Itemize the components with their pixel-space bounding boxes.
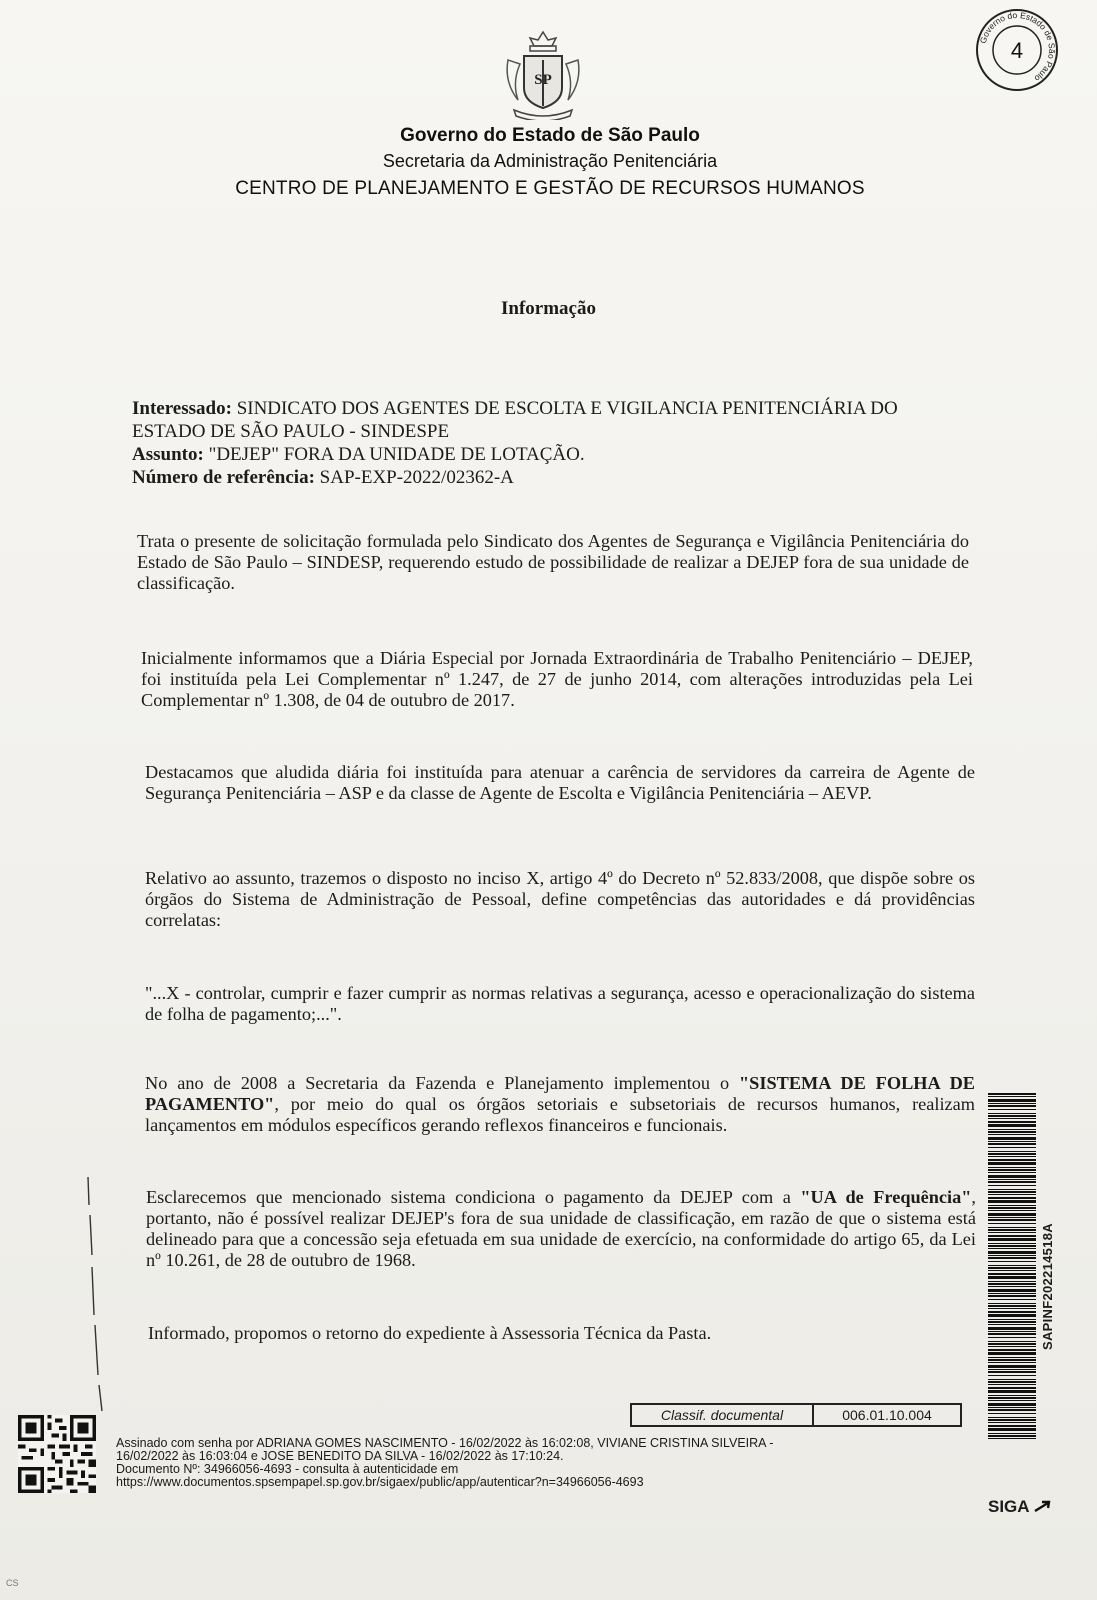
government-title: Governo do Estado de São Paulo: [400, 125, 700, 146]
sao-paulo-coat-of-arms-icon: [500, 30, 586, 120]
signature-line-2: 16/02/2022 às 16:03:04 e JOSE BENEDITO DA SILVA - 16/02/2022 às 17:10:24.: [116, 1449, 564, 1463]
crest-letters: SP: [534, 72, 552, 88]
margin-pen-mark: [86, 1175, 106, 1415]
secretariat-title: Secretaria da Administração Penitenciária: [382, 151, 718, 171]
paragraph-payroll-system: [145, 1073, 975, 1136]
paragraph-decree: Relativo ao assunto, trazemos o disposto no inciso X, artigo 4º do Decreto nº 52.833/2008, que dispõe sobre os órgãos do Sistema de Administração de Pessoal, define competências das autoridades e dá providências correlatas:: [145, 868, 975, 930]
p6-system-name: "SISTEMA DE FOLHA DE PAGAMENTO": [145, 1073, 975, 1114]
p7-ua-frequencia: "UA de Frequência": [800, 1187, 972, 1207]
arrow-icon: [1034, 1500, 1052, 1512]
assunto-label: Assunto:: [132, 444, 204, 465]
classification-value: 006.01.10.004: [842, 1407, 932, 1423]
paragraph-quote: "...X - controlar, cumprir e fazer cumprir as normas relativas a segurança, acesso e operacionalização do sistema de folha de pagamento;...".: [145, 983, 975, 1024]
document-title: Informação: [501, 298, 596, 319]
classification-label: Classif. documental: [632, 1405, 814, 1425]
paragraph-legislation: Inicialmente informamos que a Diária Especial por Jornada Extraordinária de Trabalho Penitenciário – DEJEP, foi instituída pela Lei Complementar nº 1.247, de 27 de junho 2014, com alterações introduzidas pela Lei Complementar nº 1.308, de 04 de outubro de 2017.: [141, 648, 973, 710]
center-title: CENTRO DE PLANEJAMENTO E GESTÃO DE RECURSOS HUMANOS: [235, 178, 865, 199]
barcode-id: SAPINF202214518A: [1040, 1223, 1055, 1350]
paragraph-conclusion: Informado, propomos o retorno do expediente à Assessoria Técnica da Pasta.: [148, 1323, 712, 1343]
signature-block: [116, 1437, 916, 1489]
paragraph-purpose: Destacamos que aludida diária foi instituída para atenuar a carência de servidores da carreira de Agente de Segurança Penitenciária – ASP e da classe de Agente de Escolta e Vigilância Penitenciária – AEVP.: [145, 762, 975, 803]
p7-text-before: Esclarecemos que mencionado sistema condiciona o pagamento da DEJEP com a: [146, 1187, 801, 1207]
p6-text-before: No ano de 2008 a Secretaria da Fazenda e Planejamento implementou o: [145, 1073, 740, 1093]
stamp-ring-text: Governo do Estado de São Paulo: [977, 9, 1058, 84]
barcode-icon: [988, 1093, 1036, 1439]
qr-code-icon: [18, 1415, 96, 1493]
paragraph-request: Trata o presente de solicitação formulada pelo Sindicato dos Agentes de Segurança e Vigilância Penitenciária do Estado de São Paulo – SINDESP, requerendo estudo de possibilidade de realizar a DEJEP fora de sua unidade de classificação.: [137, 531, 969, 593]
signature-authentication-url[interactable]: https://www.documentos.spsempapel.sp.gov.br/sigaex/public/app/autenticar?n=34966056-4693: [116, 1475, 644, 1489]
referencia-label: Número de referência:: [132, 467, 315, 488]
p6-text-after: , por meio do qual os órgãos setoriais e subsetoriais de recursos humanos, realizam lançamentos em módulos específicos gerando reflexos financeiros e funcionais.: [145, 1094, 975, 1135]
page-number-stamp: [973, 6, 1061, 94]
interessado-label: Interessado:: [132, 398, 232, 419]
p7-text-after: , portanto, não é possível realizar DEJEP's fora de sua unidade de classificação, em razão de que o sistema está delineado para que a concessão seja efetuada em sua unidade de exercício, na conformidade do artigo 65, da Lei nº 10.261, de 28 de outubro de 1968.: [146, 1187, 976, 1270]
interessado-value: SINDICATO DOS AGENTES DE ESCOLTA E VIGILANCIA PENITENCIÁRIA DO ESTADO DE SÃO PAULO - SINDESPE: [132, 398, 898, 442]
assunto-value: "DEJEP" FORA DA UNIDADE DE LOTAÇÃO.: [208, 444, 585, 465]
signature-line-3: Documento Nº: 34966056-4693 - consulta à autenticidade em: [116, 1462, 459, 1476]
assunto-line: [132, 443, 962, 466]
siga-text: SIGA: [988, 1497, 1029, 1516]
classification-box: [630, 1403, 962, 1427]
referencia-line: [132, 466, 962, 489]
referencia-value: SAP-EXP-2022/02362-A: [319, 467, 514, 488]
scanner-watermark: CS: [6, 1578, 19, 1588]
page-number: 4: [1010, 38, 1024, 63]
document-meta: [132, 397, 962, 489]
siga-logo: [988, 1497, 1052, 1517]
signature-line-1: Assinado com senha por ADRIANA GOMES NASCIMENTO - 16/02/2022 às 16:02:08, VIVIANE CRISTINA SILVEIRA -: [116, 1436, 774, 1450]
paragraph-clarification: [146, 1187, 976, 1271]
interessado-line: [132, 397, 962, 443]
